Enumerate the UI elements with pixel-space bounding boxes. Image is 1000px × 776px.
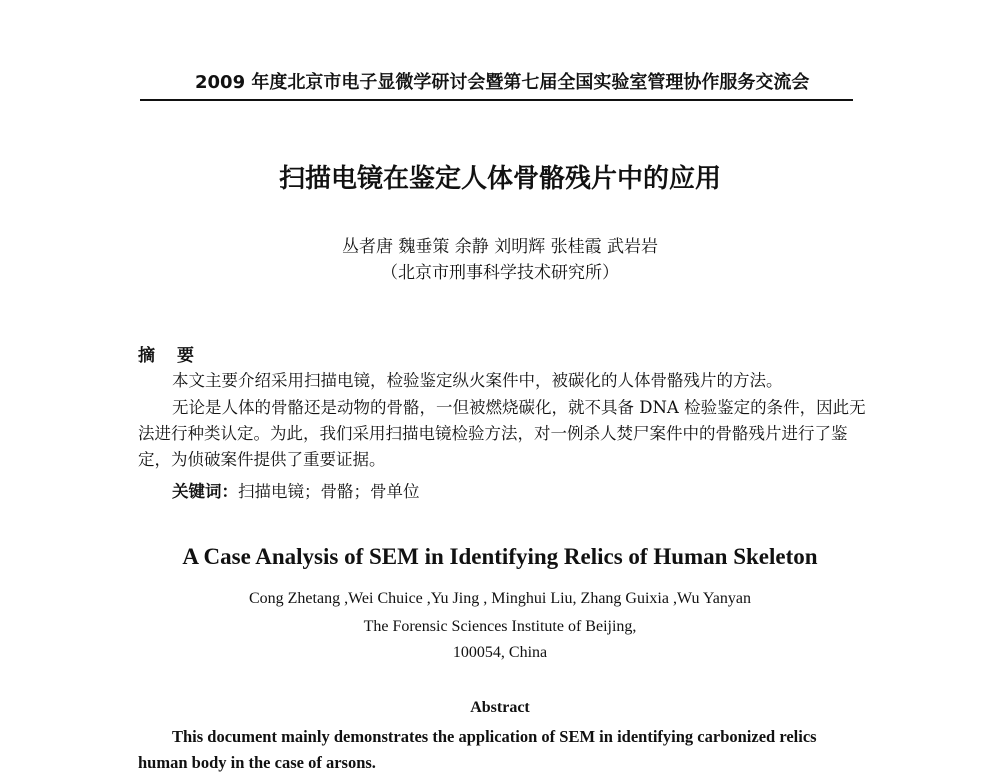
address-english: 100054, China bbox=[452, 644, 548, 661]
keywords-text: 扫描电镜；骨骼；骨单位 bbox=[238, 482, 420, 501]
abstract-heading-english: Abstract bbox=[470, 699, 530, 716]
authors-chinese: 丛者唐 魏垂策 余静 刘明辉 张桂霞 武岩岩 bbox=[341, 237, 659, 257]
authors-english: Cong Zhetang ,Wei Chuice ,Yu Jing , Minghui Liu, Zhang Guixia ,Wu Yanyan bbox=[248, 590, 751, 607]
running-header: 2009 年度北京市电子显微学研讨会暨第七届全国实验室管理协作服务交流会 bbox=[195, 72, 810, 93]
affiliation-chinese: （北京市刑事科学技术研究所） bbox=[381, 263, 619, 283]
header-rule bbox=[140, 99, 853, 101]
abstract-english: This document mainly demonstrates the application of SEM in identifying carbonized relics human body in the case of arsons. bbox=[138, 727, 817, 772]
abstract-paragraph-1: 本文主要介绍采用扫描电镜，检验鉴定纵火案件中，被碳化的人体骨骼残片的方法。 bbox=[172, 371, 783, 390]
abstract-heading-chinese: 摘要 bbox=[138, 346, 216, 366]
keywords-label: 关键词： bbox=[172, 482, 238, 501]
keywords bbox=[172, 478, 420, 502]
abstract-paragraph-2: 无论是人体的骨骼还是动物的骨骼，一但被燃烧碳化，就不具备 DNA 检验鉴定的条件，因此无法进行种类认定。为此，我们采用扫描电镜检验方法，对一例杀人焚尸案件中的骨骼残片进行了鉴定，为侦破案件提供了重要证据。 bbox=[138, 398, 866, 469]
title-chinese: 扫描电镜在鉴定人体骨骼残片中的应用 bbox=[278, 164, 721, 194]
title-english: A Case Analysis of SEM in Identifying Relics of Human Skeleton bbox=[182, 544, 818, 569]
affiliation-english: The Forensic Sciences Institute of Beijing, bbox=[363, 618, 637, 635]
